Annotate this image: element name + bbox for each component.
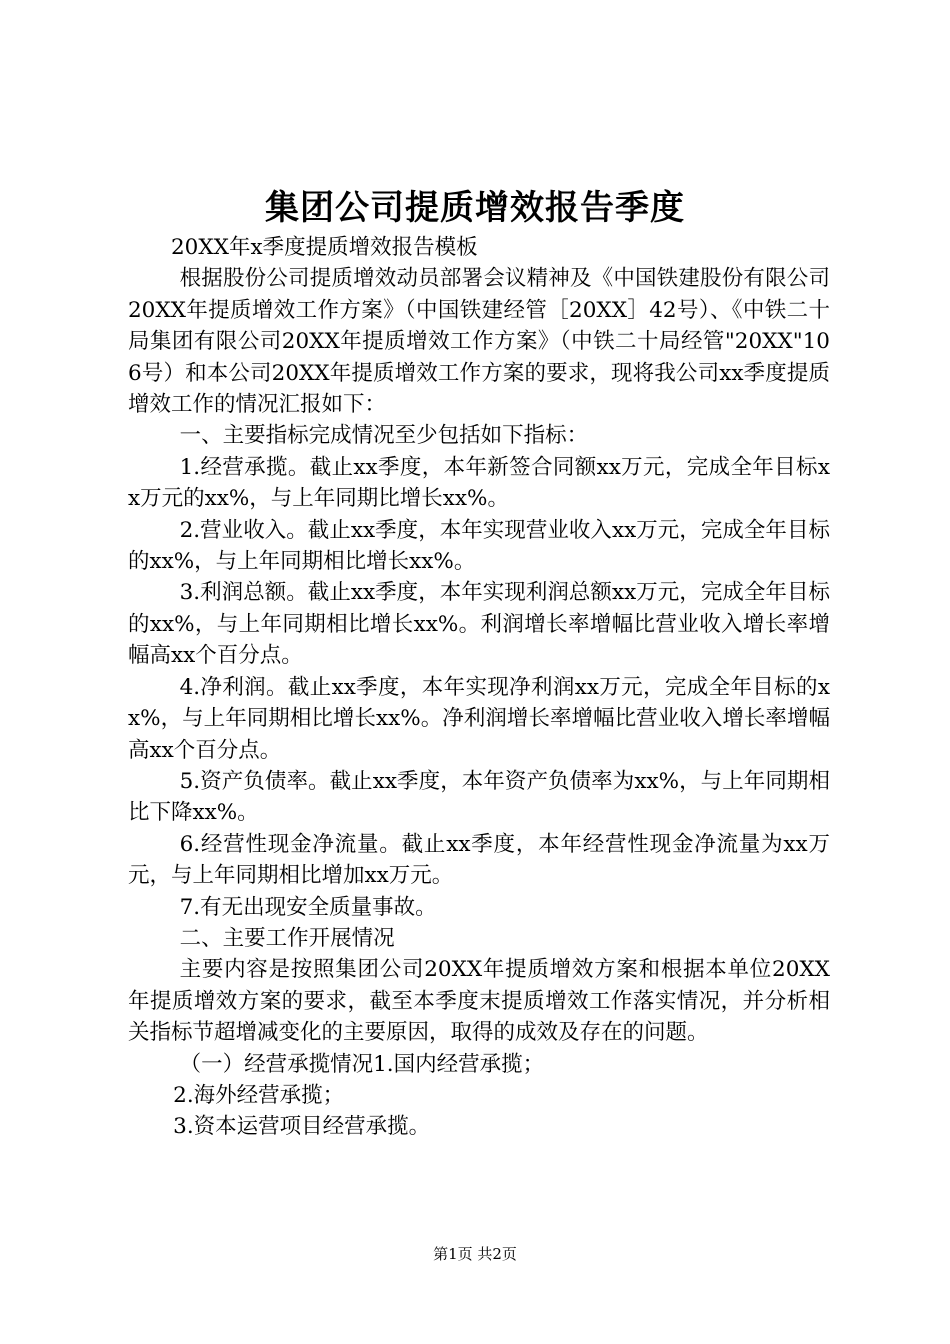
paragraph-item-1: 1.经营承揽。截止xx季度，本年新签合同额xx万元，完成全年目标xx万元的xx%，与上年同期比增长xx%。 (128, 454, 830, 512)
section-heading-1: 一、主要指标完成情况至少包括如下指标： (179, 423, 589, 449)
paragraph-main-content: 主要内容是按照集团公司20XX年提质增效方案和根据本单位20XX年提质增效方案的要求，截至本季度末提质增效工作落实情况，并分析相关指标节超增减变化的主要原因，取得的成效及存在的问题。 (128, 957, 830, 1046)
paragraph-overseas: 2.海外经营承揽； (173, 1082, 345, 1108)
paragraph-intro: 根据股份公司提质增效动员部署会议精神及《中国铁建股份有限公司20XX年提质增效工作方案》（中国铁建经管［20XX］42号）、《中铁二十局集团有限公司20XX年提质增效工作方案》（中铁二十局经管"20XX"106号）和本公司20XX年提质增效工作方案的要求，现将我公司xx季度提质增效工作的情况汇报如下： (128, 266, 830, 418)
paragraph-item-4: 4.净利润。截止xx季度，本年实现净利润xx万元，完成全年目标的xx%，与上年同期相比增长xx%。净利润增长率增幅比营业收入增长率增幅高xx个百分点。 (128, 674, 830, 763)
paragraph-item-7: 7.有无出现安全质量事故。 (179, 894, 437, 920)
paragraph-capital: 3.资本运营项目经营承揽。 (173, 1114, 431, 1140)
subsection-heading-1: （一）经营承揽情况1.国内经营承揽； (179, 1051, 545, 1077)
document-body (128, 232, 830, 1143)
paragraph-item-6: 6.经营性现金净流量。截止xx季度，本年经营性现金净流量为xx万元，与上年同期相比增加xx万元。 (128, 831, 830, 889)
document-title: 集团公司提质增效报告季度 (265, 188, 685, 228)
paragraph-item-2: 2.营业收入。截止xx季度，本年实现营业收入xx万元，完成全年目标的xx%，与上年同期相比增长xx%。 (128, 517, 830, 575)
page-footer (0, 1244, 950, 1264)
paragraph-subtitle: 20XX年x季度提质增效报告模板 (171, 235, 478, 260)
page-number: 第1页 共2页 (433, 1245, 517, 1263)
paragraph-item-5: 5.资产负债率。截止xx季度，本年资产负债率为xx%，与上年同期相比下降xx%。 (128, 768, 830, 826)
paragraph-item-3: 3.利润总额。截止xx季度，本年实现利润总额xx万元，完成全年目标的xx%，与上年同期相比增长xx%。利润增长率增幅比营业收入增长率增幅高xx个百分点。 (128, 580, 830, 669)
section-heading-2: 二、主要工作开展情况 (179, 925, 395, 951)
